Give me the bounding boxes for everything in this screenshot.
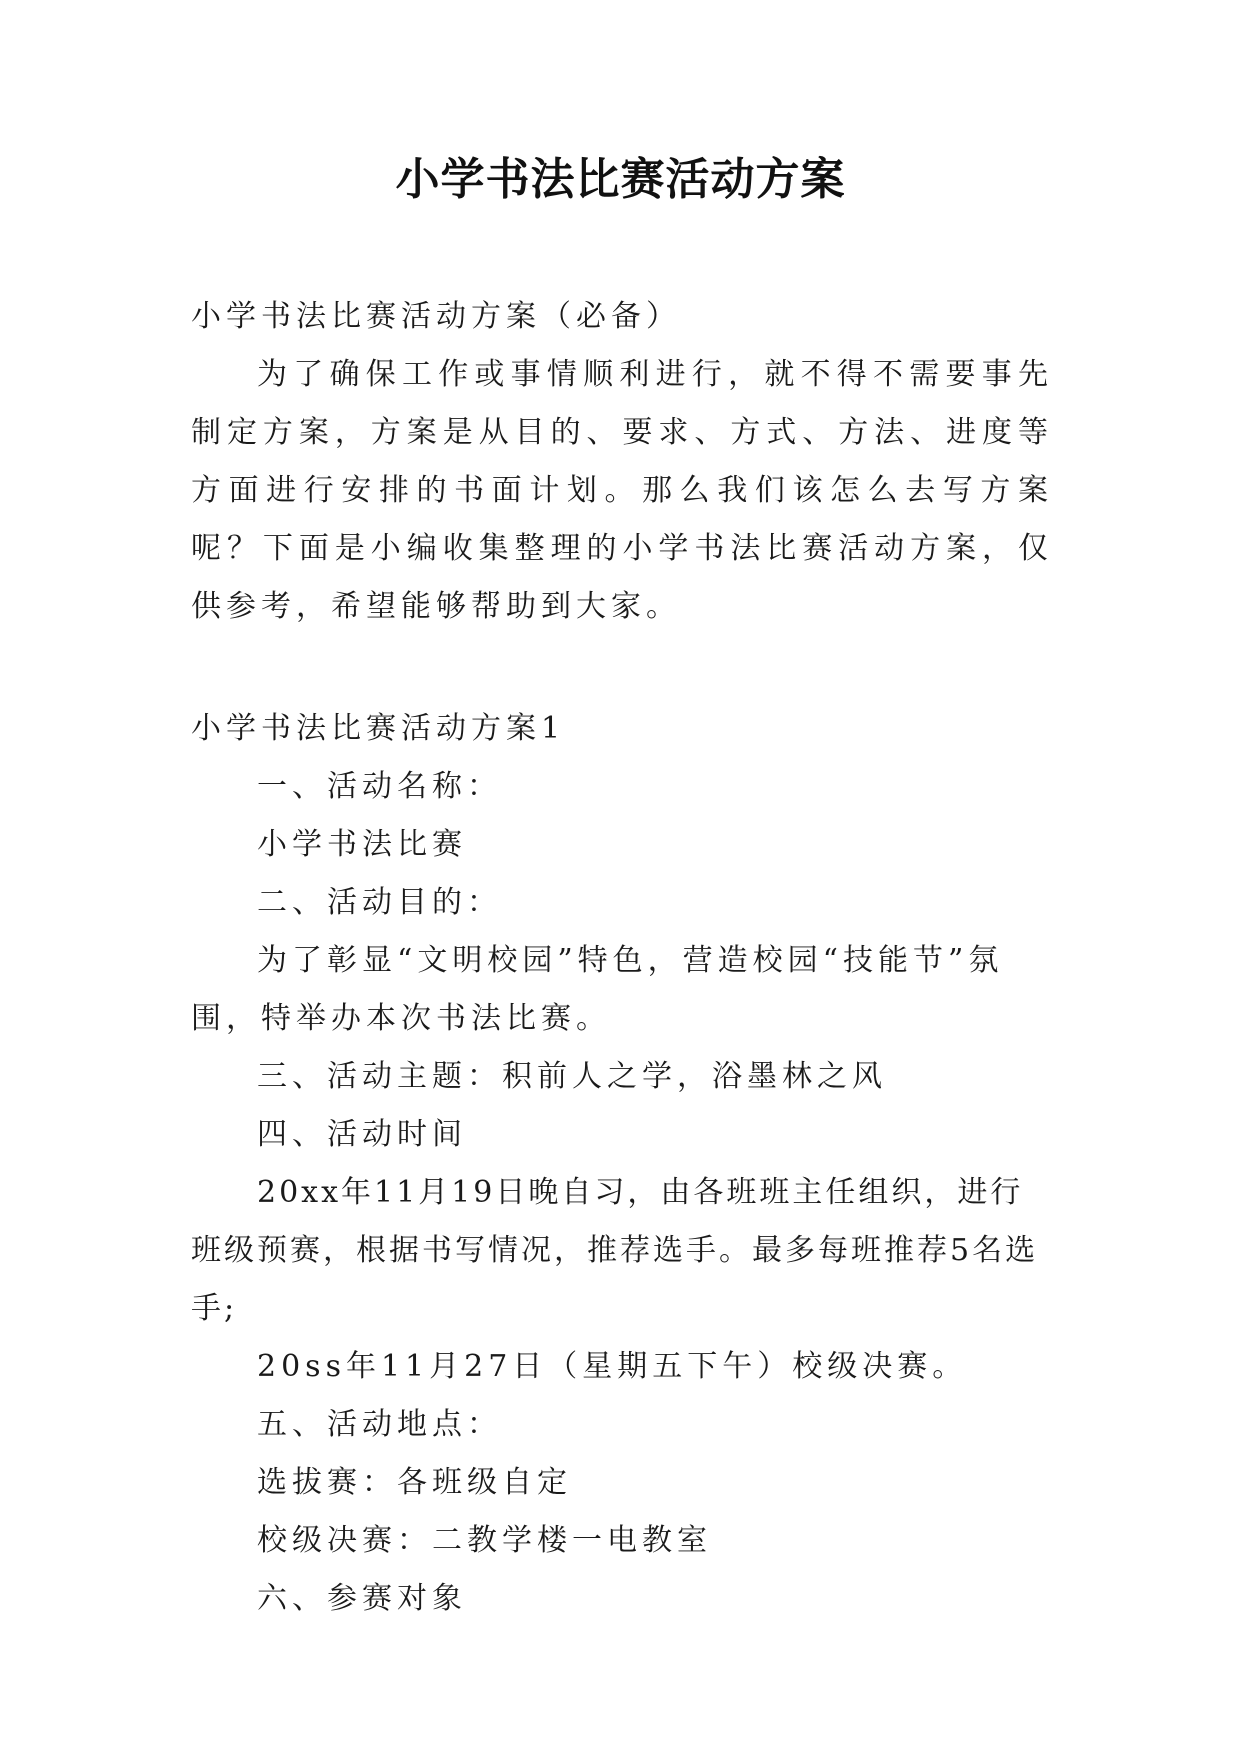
section-item-theme: 三、活动主题：积前人之学，浴墨林之风	[257, 1059, 887, 1094]
section-item-time-prelim: 20xx年11月19日晚自习，由各班班主任组织，进行班级预赛，根据书写情况，推荐选手。最多每班推荐5名选手;	[191, 1175, 1039, 1326]
section-item-location-heading: 五、活动地点：	[257, 1407, 502, 1442]
intro-paragraph: 为了确保工作或事情顺利进行，就不得不需要事先制定方案，方案是从目的、要求、方式、方法、进度等方面进行安排的书面计划。那么我们该怎么去写方案呢？下面是小编收集整理的小学书法比赛活动方案，仅供参考，希望能够帮助到大家。	[191, 357, 1053, 624]
intro-paragraph-block	[191, 346, 1053, 636]
section-item-activity-name-heading: 一、活动名称：	[257, 769, 502, 804]
document-title: 小学书法比赛活动方案	[395, 154, 846, 205]
section-item-time-heading: 四、活动时间	[257, 1117, 467, 1152]
section-items-block	[191, 758, 1053, 1628]
section-item-time-final: 20ss年11月27日（星期五下午）校级决赛。	[257, 1349, 968, 1384]
section-item-purpose: 为了彰显“文明校园”特色，营造校园“技能节”氛围，特举办本次书法比赛。	[191, 943, 1004, 1036]
section-item-participants-heading: 六、参赛对象	[257, 1581, 467, 1616]
section-item-activity-name: 小学书法比赛	[257, 827, 467, 862]
section-heading: 小学书法比赛活动方案1	[191, 711, 566, 746]
section-item-location-final: 校级决赛：二教学楼一电教室	[257, 1523, 712, 1558]
intro-heading: 小学书法比赛活动方案（必备）	[191, 299, 681, 334]
section-item-purpose-heading: 二、活动目的：	[257, 885, 502, 920]
intro-heading-block	[191, 288, 1053, 346]
section-heading-block	[191, 700, 1053, 758]
section-item-location-prelim: 选拔赛：各班级自定	[257, 1465, 572, 1500]
